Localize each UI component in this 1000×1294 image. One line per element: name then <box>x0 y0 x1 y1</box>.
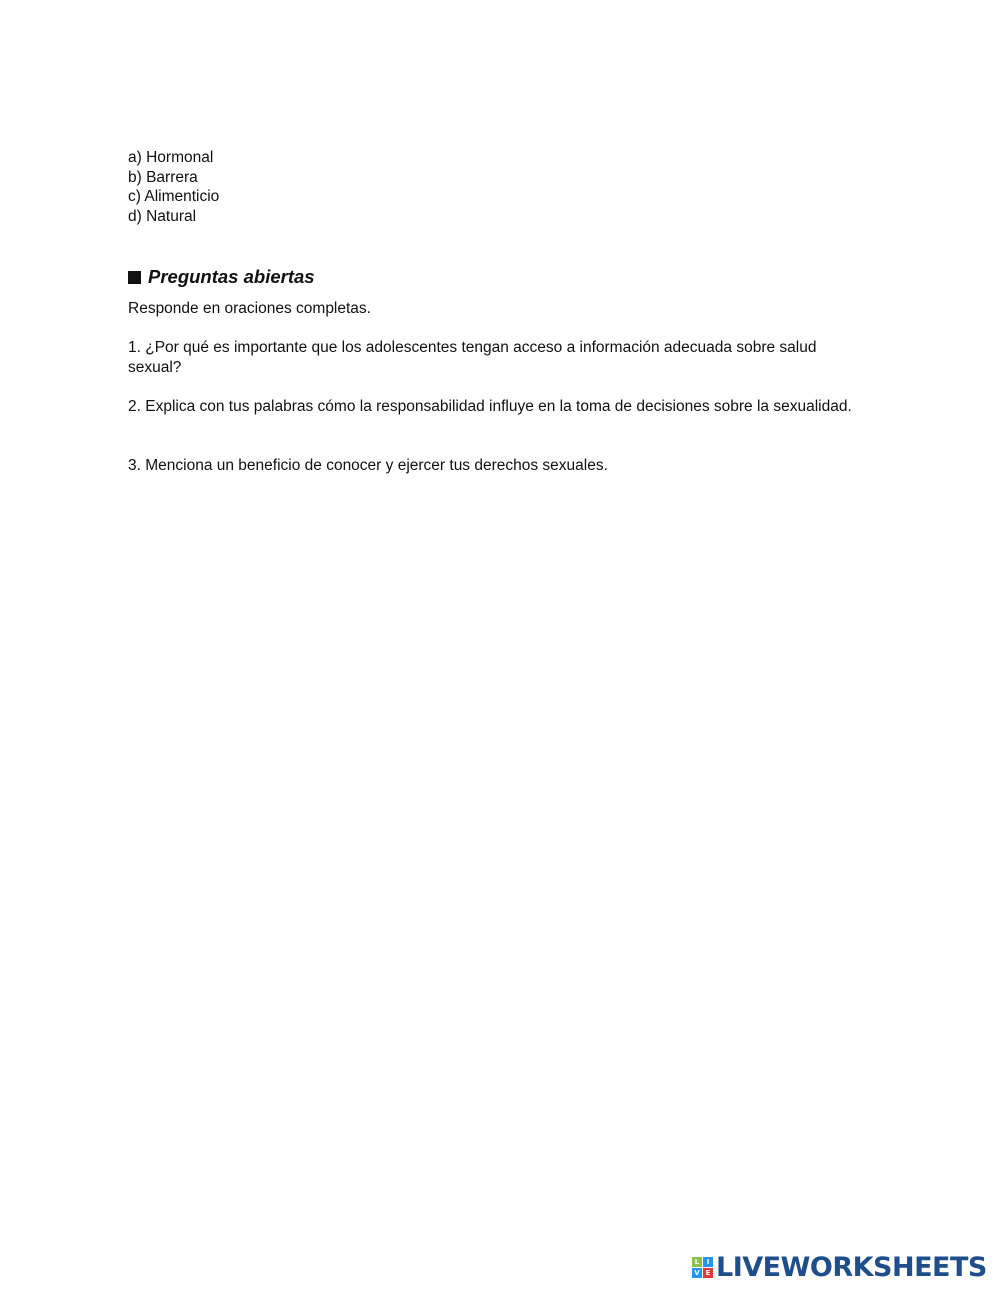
logo-grid-cell: I <box>703 1257 713 1267</box>
liveworksheets-logo <box>692 1254 987 1281</box>
question-3: 3. Menciona un beneficio de conocer y ejercer tus derechos sexuales. <box>128 457 608 474</box>
option-b: b) Barrera <box>128 168 198 186</box>
logo-grid-cell: L <box>692 1257 702 1267</box>
question-2: 2. Explica con tus palabras cómo la responsabilidad influye en la toma de decisiones sobre la sexualidad. <box>128 398 852 415</box>
section-instructions: Responde en oraciones completas. <box>128 300 371 317</box>
option-c: c) Alimenticio <box>128 188 220 206</box>
logo-grid-icon <box>692 1257 713 1278</box>
logo-text: LIVEWORKSHEETS <box>716 1252 987 1283</box>
question-1: 1. ¿Por qué es importante que los adolescentes tengan acceso a información adecuada sobre salud sexual? <box>128 339 817 376</box>
answer-options <box>128 148 219 226</box>
section-title: Preguntas abiertas <box>148 266 315 287</box>
square-bullet-icon <box>128 271 141 284</box>
logo-grid-cell: E <box>703 1268 713 1278</box>
option-a: a) Hormonal <box>128 149 214 166</box>
logo-grid-cell: V <box>692 1268 702 1278</box>
option-d: d) Natural <box>128 207 197 225</box>
section-heading <box>128 266 315 288</box>
